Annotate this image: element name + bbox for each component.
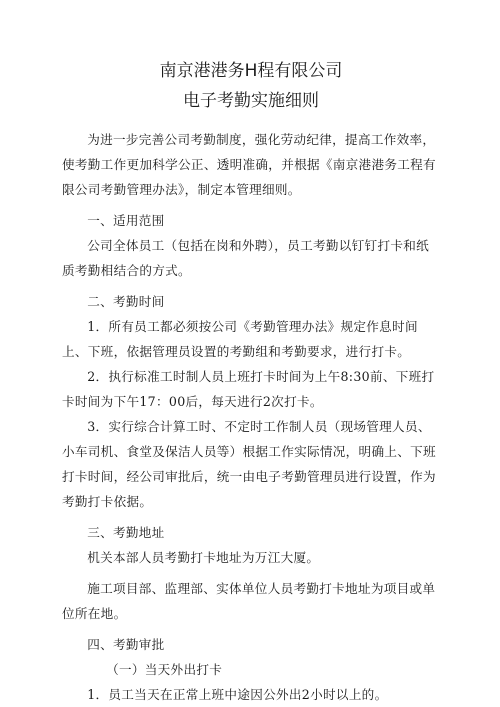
address-paragraph-2: 施工项目部、监理部、实体单位人员考勤打卡地址为项目或单位所在地。 xyxy=(62,581,436,621)
document-subtitle: 电子考勤实施细则 xyxy=(183,91,319,111)
time-paragraph-1: 1．所有员工都必须按公司《考勤管理办法》规定作息时间上、下班，依据管理员设置的考勤组和考勤要求，进行打卡。 xyxy=(62,319,418,359)
approval-paragraph-1: 1．员工当天在正常上班中途因公外出2小时以上的。 xyxy=(87,687,388,702)
section-heading-approval: 四、考勤审批 xyxy=(87,637,165,652)
section-heading-address: 三、考勤地址 xyxy=(87,525,165,540)
time-paragraph-2: 2．执行标准工时制人员上班打卡时间为上午8:30前、下班打卡时间为下午17：00后，每天进行2次打卡。 xyxy=(62,369,435,409)
section-heading-time: 二、考勤时间 xyxy=(87,294,165,309)
intro-paragraph: 为进一步完善公司考勤制度，强化劳动纪律，提高工作效率，使考勤工作更加科学公正、透明准确，并根据《南京港港务工程有限公司考勤管理办法》，制定本管理细则。 xyxy=(62,132,436,197)
scope-paragraph: 公司全体员工（包括在岗和外聘），员工考勤以钉钉打卡和纸质考勤相结合的方式。 xyxy=(62,238,430,278)
section-heading-scope: 一、适用范围 xyxy=(87,213,165,228)
approval-subheading: （一）当天外出打卡 xyxy=(106,662,223,677)
time-paragraph-3: 3．实行综合计算工时、不定时工作制人员（现场管理人员、小车司机、食堂及保洁人员等）根据工作实际情况，明确上、下班打卡时间，经公司审批后，统一由电子考勤管理员进行设置，作为考勤打卡依据。 xyxy=(62,419,436,509)
document-title: 南京港港务H程有限公司 xyxy=(159,61,343,81)
address-paragraph-1: 机关本部人员考勤打卡地址为万江大厦。 xyxy=(87,550,320,565)
